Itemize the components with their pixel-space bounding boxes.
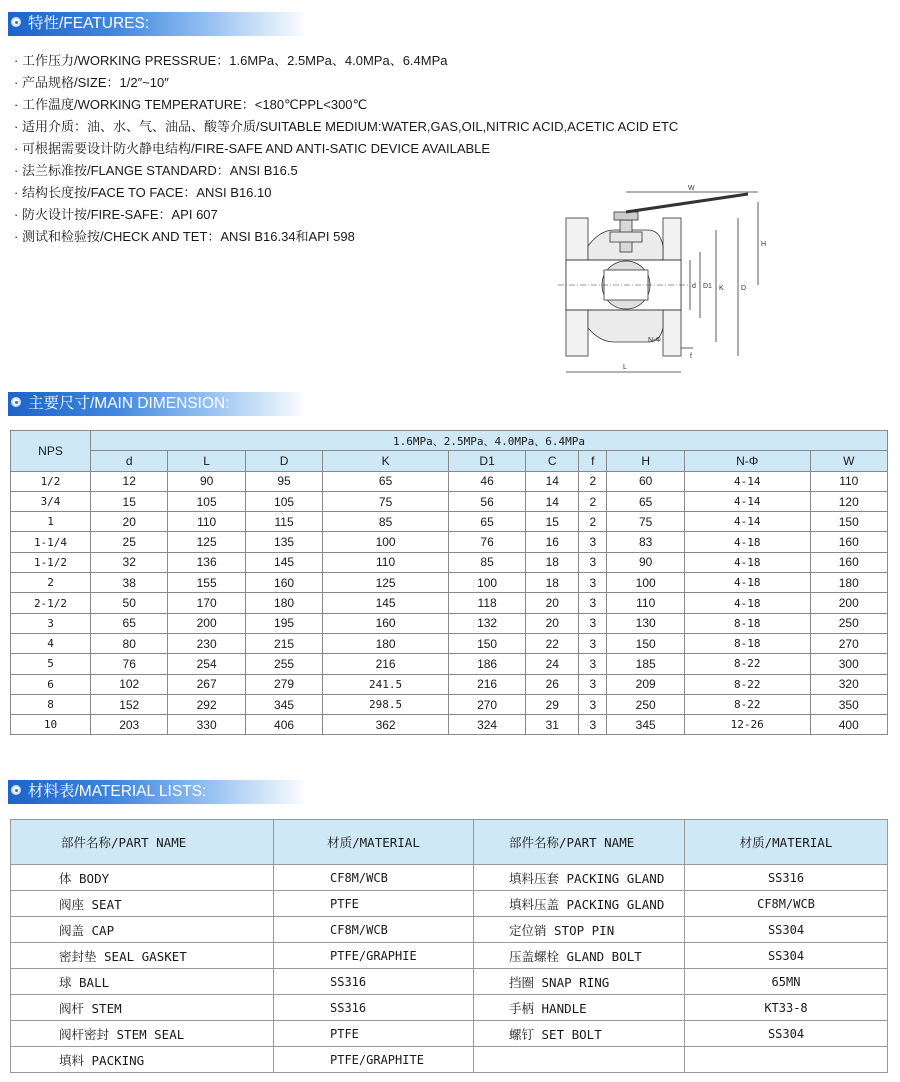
nps-cell: 8 — [11, 694, 91, 714]
dimension-cell: 145 — [323, 593, 449, 613]
dimension-cell: 180 — [323, 633, 449, 653]
material-cell: PTFE/GRAPHIE — [274, 943, 474, 969]
dimension-cell: 20 — [526, 593, 579, 613]
dimension-column-header: D1 — [448, 451, 525, 471]
feature-text: 适用介质：油、水、气、油品、酸等介质/SUITABLE MEDIUM:WATER,GAS,OIL,NITRIC ACID,ACETIC ACID ETC — [22, 119, 679, 134]
bullet-dot-icon: · — [14, 141, 19, 156]
dimension-cell: 3 — [579, 715, 607, 735]
material-cell: KT33-8 — [685, 995, 888, 1021]
dimension-cell: 216 — [323, 654, 449, 674]
material-cell — [685, 1047, 888, 1073]
dimension-cell: 38 — [91, 573, 168, 593]
material-header-left: 材质/MATERIAL — [274, 820, 474, 865]
part-name-cell: 定位销 STOP PIN — [474, 917, 685, 943]
dimension-cell: 56 — [448, 491, 525, 511]
table-row — [11, 891, 888, 917]
bullet-dot-icon: · — [14, 163, 19, 178]
material-cell: PTFE — [274, 1021, 474, 1047]
table-row — [11, 674, 888, 694]
dimension-cell: 18 — [526, 552, 579, 572]
dimension-cell: 95 — [245, 471, 322, 491]
dimension-cell: 4-14 — [684, 471, 810, 491]
table-row — [11, 512, 888, 532]
dimension-cell: 125 — [323, 573, 449, 593]
feature-text: 测试和检验按/CHECK AND TET：ANSI B16.34和API 598 — [22, 229, 355, 244]
table-row — [11, 491, 888, 511]
nps-cell: 3 — [11, 613, 91, 633]
material-cell: SS316 — [685, 865, 888, 891]
part-name-cell: 手柄 HANDLE — [474, 995, 685, 1021]
material-cell: CF8M/WCB — [274, 865, 474, 891]
dimension-cell: 255 — [245, 654, 322, 674]
material-cell: CF8M/WCB — [685, 891, 888, 917]
dimension-title: 主要尺寸/MAIN DIMENSION: — [28, 395, 230, 412]
nps-cell: 4 — [11, 633, 91, 653]
dimension-cell: 4-14 — [684, 512, 810, 532]
dimension-cell: 150 — [448, 633, 525, 653]
feature-item — [14, 138, 678, 160]
material-cell: 65MN — [685, 969, 888, 995]
bullet-circle-icon — [11, 17, 21, 27]
feature-item — [14, 94, 678, 116]
material-list-table — [10, 819, 888, 1073]
dimension-cell: 14 — [526, 471, 579, 491]
dimension-cell: 200 — [810, 593, 887, 613]
dimension-cell: 186 — [448, 654, 525, 674]
part-name-cell: 挡圈 SNAP RING — [474, 969, 685, 995]
dimension-cell: 230 — [168, 633, 245, 653]
material-cell: PTFE/GRAPHITE — [274, 1047, 474, 1073]
dimension-cell: 250 — [810, 613, 887, 633]
dim-label-K: K — [719, 285, 724, 292]
table-row — [11, 532, 888, 552]
table-row — [11, 613, 888, 633]
dimension-cell: 2 — [579, 491, 607, 511]
material-cell: SS304 — [685, 917, 888, 943]
dimension-cell: 180 — [810, 573, 887, 593]
dimension-cell: 110 — [168, 512, 245, 532]
dimension-cell: 135 — [245, 532, 322, 552]
dim-label-D1: D1 — [703, 283, 712, 290]
nps-cell: 2 — [11, 573, 91, 593]
dimension-cell: 90 — [168, 471, 245, 491]
part-name-cell: 阀座 SEAT — [11, 891, 274, 917]
dimension-cell: 15 — [526, 512, 579, 532]
dimension-column-header: C — [526, 451, 579, 471]
dimension-cell: 150 — [607, 633, 684, 653]
dim-label-f: f — [690, 353, 692, 360]
dimension-cell: 203 — [91, 715, 168, 735]
dimension-cell: 3 — [579, 593, 607, 613]
table-row — [11, 593, 888, 613]
dimension-cell: 4-14 — [684, 491, 810, 511]
feature-text: 法兰标准按/FLANGE STANDARD：ANSI B16.5 — [22, 163, 298, 178]
dimension-cell: 76 — [91, 654, 168, 674]
dimension-cell: 60 — [607, 471, 684, 491]
dimension-column-headers — [11, 451, 888, 471]
part-name-cell: 压盖螺栓 GLAND BOLT — [474, 943, 685, 969]
dimension-cell: 270 — [448, 694, 525, 714]
dimension-cell: 3 — [579, 573, 607, 593]
dimension-cell: 83 — [607, 532, 684, 552]
dimension-cell: 279 — [245, 674, 322, 694]
dimension-cell: 170 — [168, 593, 245, 613]
dimension-cell: 18 — [526, 573, 579, 593]
feature-text: 工作压力/WORKING PRESSRUE：1.6MPa、2.5MPa、4.0MPa、6.4MPa — [22, 53, 448, 68]
dimension-cell: 3 — [579, 674, 607, 694]
nps-header: NPS — [11, 431, 91, 472]
dimension-cell: 118 — [448, 593, 525, 613]
dimension-cell: 160 — [810, 552, 887, 572]
dimension-cell: 3 — [579, 552, 607, 572]
dimension-cell: 254 — [168, 654, 245, 674]
table-row — [11, 633, 888, 653]
part-name-cell: 体 BODY — [11, 865, 274, 891]
dimension-section-header — [8, 392, 308, 416]
dimension-cell: 115 — [245, 512, 322, 532]
bullet-dot-icon: · — [14, 185, 19, 200]
dimension-cell: 80 — [91, 633, 168, 653]
dimension-cell: 3 — [579, 694, 607, 714]
dimension-cell: 298.5 — [323, 694, 449, 714]
bullet-circle-icon — [11, 397, 21, 407]
dimension-cell: 75 — [323, 491, 449, 511]
features-section-header — [8, 12, 308, 36]
part-name-cell — [474, 1047, 685, 1073]
dimension-cell: 216 — [448, 674, 525, 694]
dimension-cell: 155 — [168, 573, 245, 593]
material-table-body — [11, 865, 888, 1073]
dimension-cell: 145 — [245, 552, 322, 572]
material-cell: SS304 — [685, 1021, 888, 1047]
nps-cell: 1 — [11, 512, 91, 532]
dimension-column-header: D — [245, 451, 322, 471]
dimension-column-header: H — [607, 451, 684, 471]
dimension-cell: 15 — [91, 491, 168, 511]
dimension-cell: 26 — [526, 674, 579, 694]
dimension-column-header: d — [91, 451, 168, 471]
dimension-cell: 330 — [168, 715, 245, 735]
feature-text: 结构长度按/FACE TO FACE：ANSI B16.10 — [22, 185, 272, 200]
dim-label-d: d — [692, 283, 696, 290]
dimension-cell: 22 — [526, 633, 579, 653]
part-name-cell: 阀杆密封 STEM SEAL — [11, 1021, 274, 1047]
dimension-cell: 75 — [607, 512, 684, 532]
dimension-cell: 3 — [579, 532, 607, 552]
dim-label-N-phi: N-Φ — [648, 337, 661, 344]
dimension-cell: 32 — [91, 552, 168, 572]
table-row — [11, 1047, 888, 1073]
dimension-cell: 292 — [168, 694, 245, 714]
dimension-cell: 4-18 — [684, 573, 810, 593]
table-row — [11, 573, 888, 593]
dimension-cell: 215 — [245, 633, 322, 653]
nps-cell: 6 — [11, 674, 91, 694]
dim-label-L: L — [623, 364, 627, 371]
part-name-cell: 填料压套 PACKING GLAND — [474, 865, 685, 891]
dimension-cell: 20 — [91, 512, 168, 532]
dimension-cell: 185 — [607, 654, 684, 674]
bullet-dot-icon: · — [14, 207, 19, 222]
dimension-cell: 160 — [810, 532, 887, 552]
dimension-cell: 209 — [607, 674, 684, 694]
pressure-header: 1.6MPa、2.5MPa、4.0MPa、6.4MPa — [91, 431, 888, 451]
dimension-cell: 65 — [448, 512, 525, 532]
dimension-cell: 110 — [810, 471, 887, 491]
valve-cross-section-diagram — [548, 180, 778, 380]
material-cell: SS316 — [274, 995, 474, 1021]
dimension-column-header: W — [810, 451, 887, 471]
nps-cell: 1/2 — [11, 471, 91, 491]
dimension-cell: 324 — [448, 715, 525, 735]
dimension-cell: 12-26 — [684, 715, 810, 735]
part-name-cell: 填料压盖 PACKING GLAND — [474, 891, 685, 917]
table-row — [11, 471, 888, 491]
dimension-cell: 2 — [579, 471, 607, 491]
dimension-cell: 120 — [810, 491, 887, 511]
table-row — [11, 995, 888, 1021]
dimension-cell: 105 — [168, 491, 245, 511]
dimension-cell: 8-22 — [684, 694, 810, 714]
table-row — [11, 865, 888, 891]
bullet-dot-icon: · — [14, 75, 19, 90]
dimension-cell: 132 — [448, 613, 525, 633]
dimension-cell: 65 — [91, 613, 168, 633]
dimension-cell: 8-22 — [684, 654, 810, 674]
dimension-cell: 200 — [168, 613, 245, 633]
part-name-cell: 阀杆 STEM — [11, 995, 274, 1021]
dimension-cell: 406 — [245, 715, 322, 735]
dimension-cell: 16 — [526, 532, 579, 552]
feature-item — [14, 50, 678, 72]
dimension-cell: 180 — [245, 593, 322, 613]
dimension-cell: 65 — [607, 491, 684, 511]
dimension-cell: 85 — [323, 512, 449, 532]
dim-label-H: H — [761, 241, 767, 248]
dimension-cell: 76 — [448, 532, 525, 552]
bullet-dot-icon: · — [14, 97, 19, 112]
dimension-cell: 300 — [810, 654, 887, 674]
main-dimension-table — [10, 430, 888, 735]
material-cell: SS304 — [685, 943, 888, 969]
dimension-cell: 29 — [526, 694, 579, 714]
material-cell: SS316 — [274, 969, 474, 995]
material-title: 材料表/MATERIAL LISTS: — [28, 783, 207, 800]
dimension-cell: 14 — [526, 491, 579, 511]
nps-cell: 1-1/2 — [11, 552, 91, 572]
table-row — [11, 715, 888, 735]
table-row — [11, 552, 888, 572]
dimension-cell: 3 — [579, 613, 607, 633]
table-row — [11, 969, 888, 995]
dimension-cell: 2 — [579, 512, 607, 532]
dimension-cell: 136 — [168, 552, 245, 572]
dimension-cell: 241.5 — [323, 674, 449, 694]
dimension-cell: 4-18 — [684, 593, 810, 613]
feature-item — [14, 116, 678, 138]
dimension-cell: 362 — [323, 715, 449, 735]
part-name-cell: 密封垫 SEAL GASKET — [11, 943, 274, 969]
dimension-cell: 102 — [91, 674, 168, 694]
dimension-cell: 250 — [607, 694, 684, 714]
dimension-cell: 12 — [91, 471, 168, 491]
material-section-header — [8, 780, 308, 804]
dimension-cell: 100 — [448, 573, 525, 593]
dimension-cell: 195 — [245, 613, 322, 633]
dimension-cell: 24 — [526, 654, 579, 674]
dimension-cell: 31 — [526, 715, 579, 735]
dimension-cell: 160 — [323, 613, 449, 633]
dimension-cell: 105 — [245, 491, 322, 511]
feature-text: 工作温度/WORKING TEMPERATURE：<180℃PPL<300℃ — [22, 97, 368, 112]
part-name-cell: 阀盖 CAP — [11, 917, 274, 943]
dimension-cell: 100 — [323, 532, 449, 552]
feature-item — [14, 72, 678, 94]
nps-cell: 1-1/4 — [11, 532, 91, 552]
table-row — [11, 943, 888, 969]
dimension-cell: 8-18 — [684, 633, 810, 653]
dimension-cell: 20 — [526, 613, 579, 633]
bullet-dot-icon: · — [14, 229, 19, 244]
dimension-cell: 4-18 — [684, 532, 810, 552]
dimension-table-body — [11, 471, 888, 735]
part-name-cell: 填料 PACKING — [11, 1047, 274, 1073]
bullet-circle-icon — [11, 785, 21, 795]
nps-cell: 2-1/2 — [11, 593, 91, 613]
bullet-dot-icon: · — [14, 53, 19, 68]
dimension-cell: 46 — [448, 471, 525, 491]
dimension-cell: 267 — [168, 674, 245, 694]
part-name-header-left: 部件名称/PART NAME — [11, 820, 274, 865]
dimension-cell: 50 — [91, 593, 168, 613]
dimension-cell: 25 — [91, 532, 168, 552]
dimension-column-header: N-Φ — [684, 451, 810, 471]
dimension-cell: 100 — [607, 573, 684, 593]
bullet-dot-icon: · — [14, 119, 19, 134]
dimension-cell: 90 — [607, 552, 684, 572]
table-row — [11, 694, 888, 714]
dimension-cell: 160 — [245, 573, 322, 593]
feature-item — [14, 160, 678, 182]
feature-text: 可根据需要设计防火静电结构/FIRE-SAFE AND ANTI-SATIC DEVICE AVAILABLE — [22, 141, 491, 156]
dim-label-D: D — [741, 285, 747, 292]
dimension-column-header: L — [168, 451, 245, 471]
dimension-cell: 130 — [607, 613, 684, 633]
part-name-header-right: 部件名称/PART NAME — [474, 820, 685, 865]
table-row — [11, 917, 888, 943]
material-cell: PTFE — [274, 891, 474, 917]
dimension-column-header: f — [579, 451, 607, 471]
dimension-cell: 65 — [323, 471, 449, 491]
dimension-cell: 350 — [810, 694, 887, 714]
dimension-cell: 8-22 — [684, 674, 810, 694]
dimension-cell: 270 — [810, 633, 887, 653]
dim-label-W: W — [688, 185, 695, 192]
nps-cell: 3/4 — [11, 491, 91, 511]
dimension-cell: 110 — [607, 593, 684, 613]
dimension-cell: 4-18 — [684, 552, 810, 572]
nps-cell: 5 — [11, 654, 91, 674]
dimension-cell: 320 — [810, 674, 887, 694]
material-cell: CF8M/WCB — [274, 917, 474, 943]
dimension-cell: 110 — [323, 552, 449, 572]
part-name-cell: 球 BALL — [11, 969, 274, 995]
dimension-cell: 125 — [168, 532, 245, 552]
feature-text: 产品规格/SIZE：1/2″~10″ — [22, 75, 169, 90]
material-header-right: 材质/MATERIAL — [685, 820, 888, 865]
dimension-cell: 150 — [810, 512, 887, 532]
dimension-cell: 345 — [245, 694, 322, 714]
dimension-cell: 85 — [448, 552, 525, 572]
table-row — [11, 1021, 888, 1047]
dimension-cell: 152 — [91, 694, 168, 714]
dimension-cell: 345 — [607, 715, 684, 735]
nps-cell: 10 — [11, 715, 91, 735]
dimension-column-header: K — [323, 451, 449, 471]
feature-text: 防火设计按/FIRE-SAFE：API 607 — [22, 207, 218, 222]
dimension-cell: 400 — [810, 715, 887, 735]
part-name-cell: 螺钉 SET BOLT — [474, 1021, 685, 1047]
dimension-cell: 3 — [579, 633, 607, 653]
dimension-cell: 3 — [579, 654, 607, 674]
dimension-cell: 8-18 — [684, 613, 810, 633]
features-title: 特性/FEATURES: — [28, 15, 150, 32]
table-row — [11, 654, 888, 674]
